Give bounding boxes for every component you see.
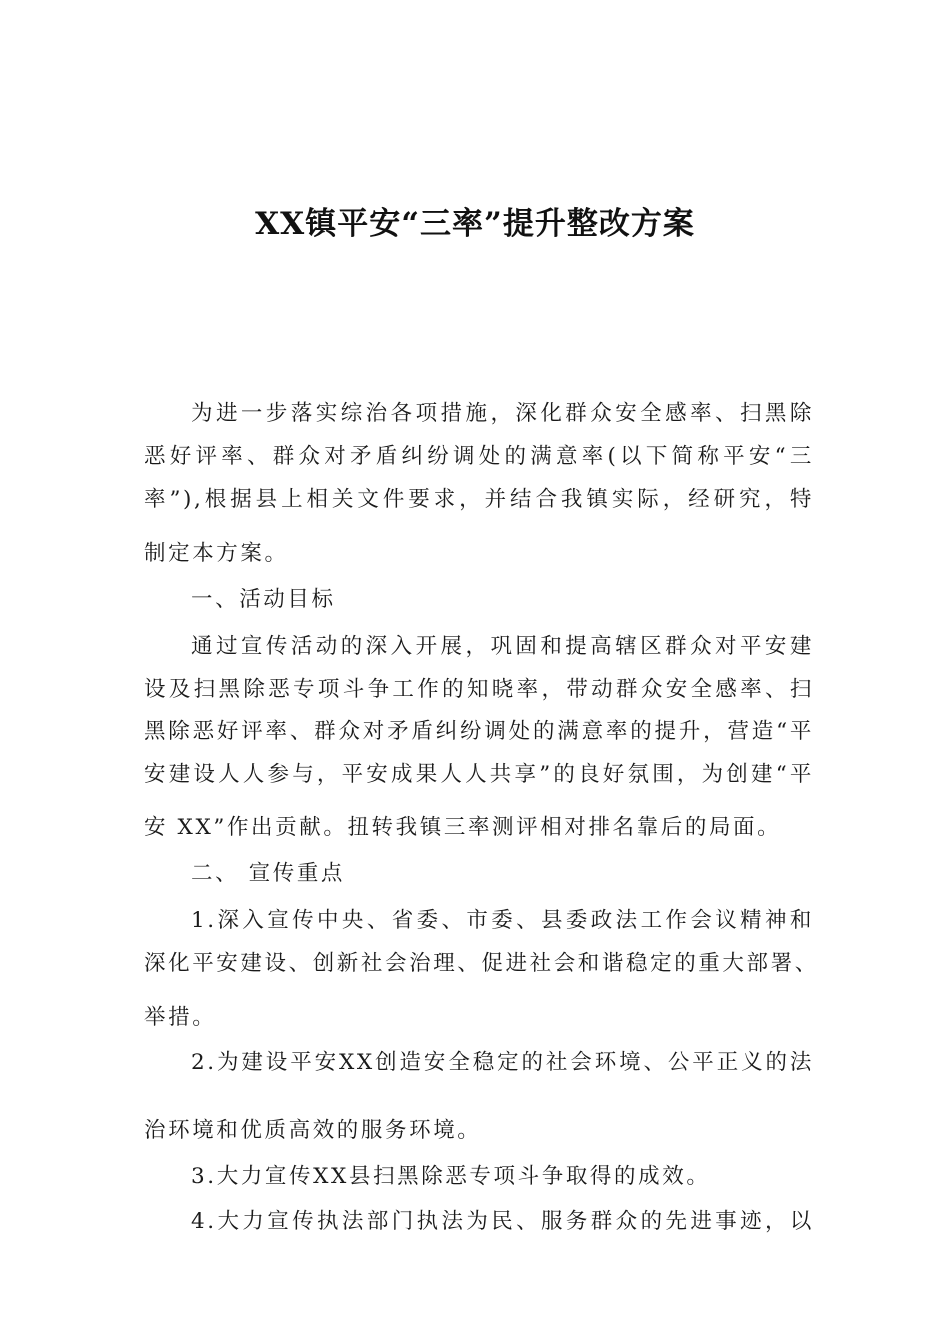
paragraph-line: 安 XX”作出贡献。扭转我镇三率测评相对排名靠后的局面。 [144,815,782,840]
paragraph-line: 制定本方案。 [144,541,289,566]
paragraph-line: 为进一步落实综治各项措施，深化群众安全感率、扫黑除 [191,401,814,426]
paragraph-line: 黑除恶好评率、群众对矛盾纠纷调处的满意率的提升，营造“平 [144,719,814,744]
paragraph-line: 举措。 [144,1005,217,1030]
paragraph-line: 安建设人人参与，平安成果人人共享”的良好氛围，为创建“平 [144,762,814,787]
paragraph-line: 1.深入宣传中央、省委、市委、县委政法工作会议精神和 [191,908,814,933]
paragraph-line: 治环境和优质高效的服务环境。 [144,1118,482,1143]
document-title: XX镇平安“三率”提升整改方案 [255,206,695,242]
section-heading: 二、 宣传重点 [191,861,346,886]
paragraph-line: 2.为建设平安XX创造安全稳定的社会环境、公平正义的法 [191,1050,814,1075]
paragraph-line: 深化平安建设、创新社会治理、促进社会和谐稳定的重大部署、 [144,951,819,976]
section-heading: 一、活动目标 [191,587,336,612]
paragraph-line: 3.大力宣传XX县扫黑除恶专项斗争取得的成效。 [191,1164,711,1189]
paragraph-line: 4.大力宣传执法部门执法为民、服务群众的先进事迹，以 [191,1209,814,1234]
paragraph-line: 通过宣传活动的深入开展，巩固和提高辖区群众对平安建 [191,634,814,659]
paragraph-line: 率”),根据县上相关文件要求，并结合我镇实际，经研究，特 [144,487,814,512]
paragraph-line: 恶好评率、群众对矛盾纠纷调处的满意率(以下简称平安“三 [144,444,814,469]
paragraph-line: 设及扫黑除恶专项斗争工作的知晓率，带动群众安全感率、扫 [144,677,814,702]
